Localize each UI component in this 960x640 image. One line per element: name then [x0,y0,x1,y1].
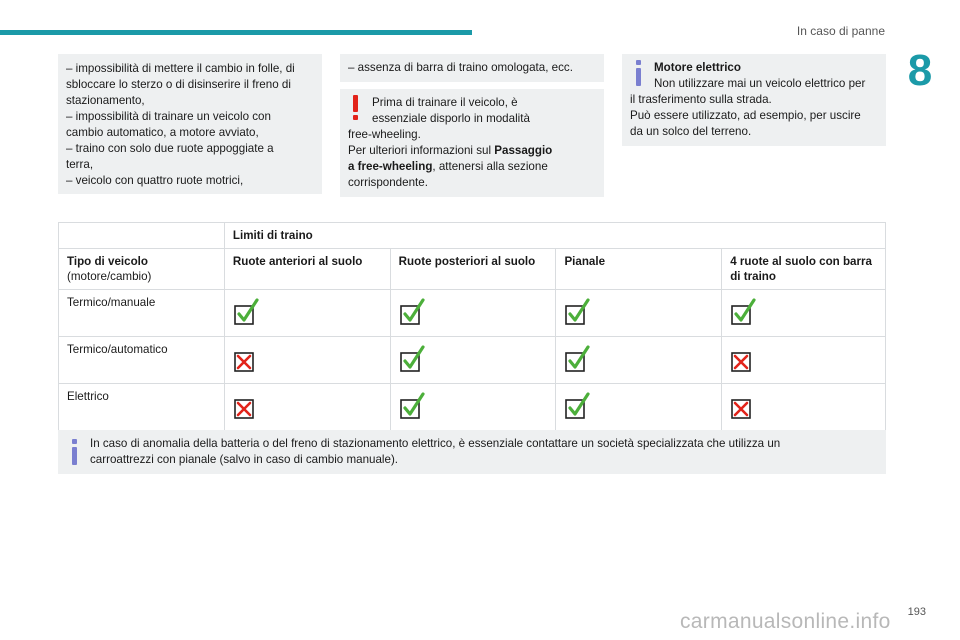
towing-cell [224,290,390,337]
table-row [59,337,886,384]
towing-cell [556,290,722,337]
info-line: da un solco del terreno. [630,125,752,138]
restriction-line: stazionamento, [66,94,145,107]
towing-restrictions-box [58,54,322,194]
towing-cell [722,384,886,431]
warning-line [348,159,596,175]
table-corner-cell [59,223,225,249]
free-wheeling-warning-box [340,89,604,197]
info-icon [72,439,78,465]
section-title: In caso di panne [796,24,885,38]
restriction-line: cambio automatico, a motore avviato, [66,126,259,139]
checkmark-icon [399,391,429,421]
watermark: carmanualsonline.info [680,610,891,633]
checkmark-icon [564,344,594,374]
column-header: Ruote posteriori al suolo [390,249,556,290]
vehicle-type-title: Tipo di veicolo [67,255,148,268]
info-line: Può essere utilizzato, ad esempio, per uscire [630,109,861,122]
column-header: 4 ruote al suolo con barra di traino [722,249,886,290]
checkmark-icon [564,297,594,327]
warning-line: free-wheeling. [348,128,421,141]
electric-motor-info-box [622,54,886,146]
restriction-line: – veicolo con quattro ruote motrici, [66,174,244,187]
column-header: Ruote anteriori al suolo [224,249,390,290]
tow-bar-note-box [340,54,604,82]
towing-cell [722,290,886,337]
cross-icon [233,344,263,374]
vehicle-type-subtitle: (motore/cambio) [67,270,152,283]
warning-line: Prima di trainare il veicolo, è [372,96,518,109]
warning-line: essenziale disporlo in modalità [372,112,530,125]
checkmark-icon [564,391,594,421]
restriction-line: sbloccare lo sterzo o di disinserire il freno di [66,78,291,91]
header-accent-bar [0,30,472,35]
cross-icon [730,391,760,421]
checkmark-icon [399,344,429,374]
info-icon [636,60,642,86]
info-title: Motore elettrico [654,61,741,74]
towing-limits-table [58,222,886,431]
towing-cell [556,384,722,431]
towing-cell [390,290,556,337]
cross-icon [730,344,760,374]
vehicle-type-label: Termico/automatico [59,337,225,384]
column-header: Pianale [556,249,722,290]
warning-line: corrispondente. [348,176,428,189]
towing-cell [390,337,556,384]
towing-cell [556,337,722,384]
warning-icon [353,95,359,121]
vehicle-type-header [59,249,225,290]
restriction-line: – impossibilità di mettere il cambio in folle, di [66,62,295,75]
page-number: 193 [907,606,926,618]
vehicle-type-label: Elettrico [59,384,225,431]
battery-anomaly-note [58,430,886,474]
towing-cell [390,384,556,431]
info-line: Non utilizzare mai un veicolo elettrico per [654,77,866,90]
info-line: il trasferimento sulla strada. [630,93,772,106]
towing-cell [722,337,886,384]
chapter-number: 8 [907,46,933,95]
checkmark-icon [730,297,760,327]
table-row [59,290,886,337]
checkmark-icon [399,297,429,327]
note-line: In caso di anomalia della batteria o del freno di stazionamento elettrico, è essenziale contattare un società specializzata che utilizza un [90,437,781,450]
towing-cell [224,337,390,384]
towing-cell [224,384,390,431]
table-group-header: Limiti di traino [224,223,885,249]
restriction-line: – traino con solo due ruote appoggiate a [66,142,274,155]
cross-icon [233,391,263,421]
tow-bar-note: – assenza di barra di traino omologata, ecc. [348,61,573,74]
checkmark-icon [233,297,263,327]
restriction-line: terra, [66,158,94,171]
note-line: carroattrezzi con pianale (salvo in caso di cambio manuale). [90,453,399,466]
warning-text: Per ulteriori informazioni sul [348,144,495,157]
vehicle-type-label: Termico/manuale [59,290,225,337]
free-wheeling-reference: a free-wheeling [348,160,433,173]
free-wheeling-reference: Passaggio [494,144,553,157]
table-row [59,384,886,431]
warning-line [348,143,596,159]
warning-text: , attenersi alla sezione [432,160,548,173]
restriction-line: – impossibilità di trainare un veicolo con [66,110,271,123]
